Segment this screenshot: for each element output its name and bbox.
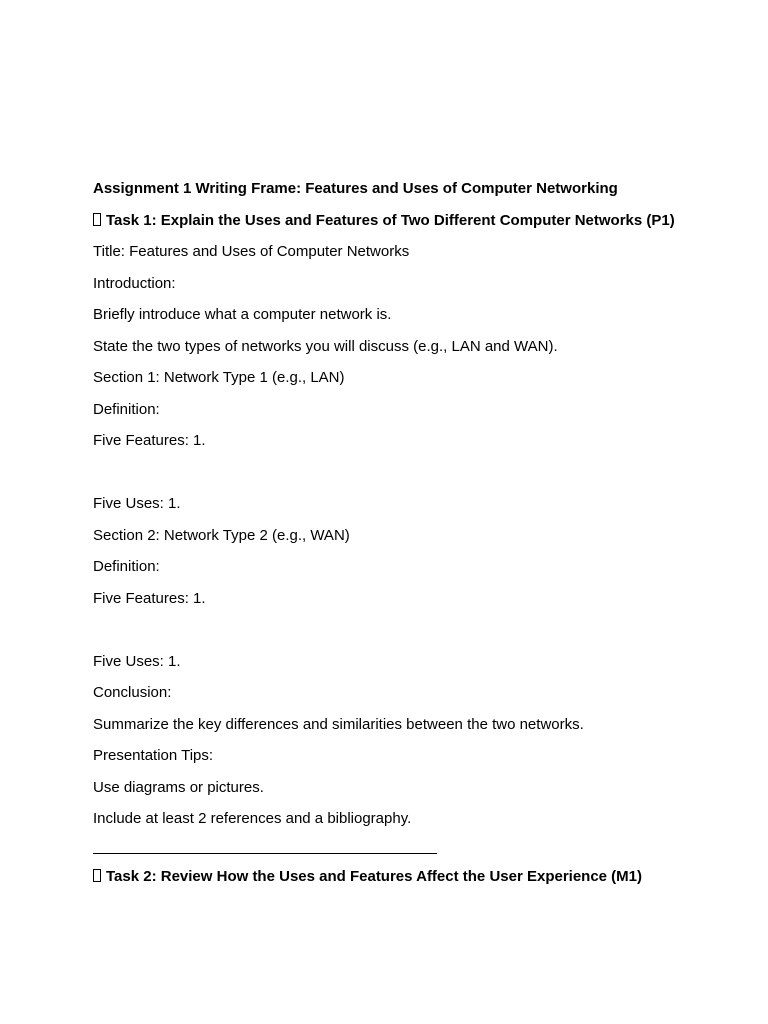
section2-heading: Section 2: Network Type 2 (e.g., WAN)	[93, 526, 350, 544]
blank-line	[93, 620, 683, 640]
document-heading: Assignment 1 Writing Frame: Features and Uses of Computer Networking	[93, 180, 618, 197]
conclusion-line: Summarize the key differences and similarities between the two networks.	[93, 715, 584, 733]
section2-features: Five Features: 1.	[93, 589, 206, 607]
task2-title: Task 2: Review How the Uses and Features Affect the User Experience (M1)	[106, 868, 643, 885]
tips-label: Presentation Tips:	[93, 747, 214, 764]
task1-heading	[93, 211, 683, 231]
tip-line-1: Use diagrams or pictures.	[93, 778, 264, 796]
document-page	[93, 179, 683, 899]
section1-heading: Section 1: Network Type 1 (e.g., LAN)	[93, 369, 345, 386]
task1-title: Task 1: Explain the Uses and Features of Two Different Computer Networks (P1)	[106, 211, 675, 229]
blank-line	[93, 463, 683, 483]
section1-definition: Definition:	[93, 400, 160, 418]
intro-line-2: State the two types of networks you will discuss (e.g., LAN and WAN).	[93, 337, 558, 355]
box-glyph-icon	[93, 869, 101, 882]
introduction-label: Introduction:	[93, 274, 176, 292]
section2-definition: Definition:	[93, 558, 160, 575]
tip-line-2: Include at least 2 references and a bibliography.	[93, 810, 412, 827]
section2-uses: Five Uses: 1.	[93, 652, 181, 670]
box-glyph-icon	[93, 213, 101, 226]
title-line: Title: Features and Uses of Computer Networks	[93, 243, 410, 260]
task2-heading	[93, 867, 683, 887]
horizontal-divider	[93, 853, 437, 854]
conclusion-label: Conclusion:	[93, 684, 172, 701]
section1-features: Five Features: 1.	[93, 432, 206, 449]
intro-line-1: Briefly introduce what a computer network is.	[93, 306, 392, 323]
section1-uses: Five Uses: 1.	[93, 495, 181, 512]
